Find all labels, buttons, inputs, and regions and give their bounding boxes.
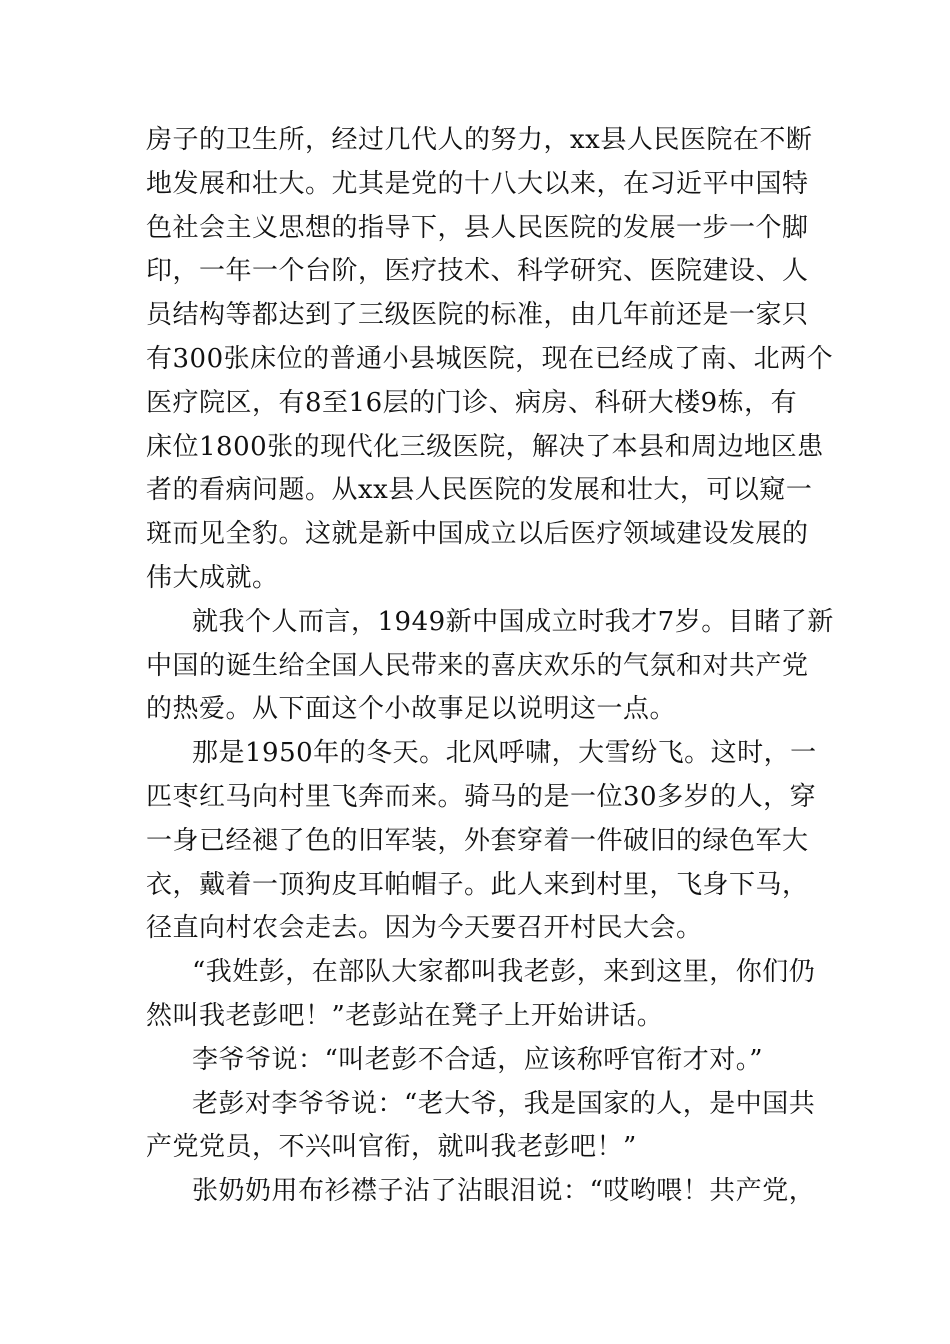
text-line: 地发展和壮大。尤其是党的十八大以来，在习近平中国特 bbox=[146, 168, 809, 199]
body-text bbox=[146, 119, 834, 1214]
text-line: 医疗院区，有8至16层的门诊、病房、科研大楼9栋，有 bbox=[146, 387, 798, 418]
paragraph-first-line: 那是1950年的冬天。北风呼啸，大雪纷飞。这时，一 bbox=[192, 738, 817, 769]
paragraph-first-line: 就我个人而言，1949新中国成立时我才7岁。目睹了新 bbox=[192, 606, 834, 637]
text-line: 径直向村农会走去。因为今天要召开村民大会。 bbox=[146, 913, 703, 944]
text-line: 印，一年一个台阶，医疗技术、科学研究、医院建设、人 bbox=[146, 256, 809, 287]
text-line: 伟大成就。 bbox=[146, 562, 279, 593]
text-line: 床位1800张的现代化三级医院，解决了本县和周边地区患 bbox=[146, 431, 824, 462]
text-line: 然叫我老彭吧！”老彭站在凳子上开始讲话。 bbox=[146, 1000, 664, 1031]
paragraph-first-line: “我姓彭，在部队大家都叫我老彭，来到这里，你们仍 bbox=[192, 957, 816, 988]
text-line: 一身已经褪了色的旧军装，外套穿着一件破旧的绿色军大 bbox=[146, 825, 809, 856]
text-line: 员结构等都达到了三级医院的标准，由几年前还是一家只 bbox=[146, 300, 809, 331]
text-line: 匹枣红马向村里飞奔而来。骑马的是一位30多岁的人，穿 bbox=[146, 781, 817, 812]
text-line: 中国的诞生给全国人民带来的喜庆欢乐的气氛和对共产党 bbox=[146, 650, 809, 681]
text-line: 有300张床位的普通小县城医院，现在已经成了南、北两个 bbox=[146, 343, 834, 374]
text-line: 斑而见全豹。这就是新中国成立以后医疗领域建设发展的 bbox=[146, 519, 809, 550]
paragraph-first-line: 李爷爷说：“叫老彭不合适，应该称呼官衔才对。” bbox=[192, 1044, 764, 1075]
text-line: 的热爱。从下面这个小故事足以说明这一点。 bbox=[146, 694, 677, 725]
text-line: 房子的卫生所，经过几代人的努力，xx县人民医院在不断 bbox=[146, 125, 813, 155]
text-line: 色社会主义思想的指导下，县人民医院的发展一步一个脚 bbox=[146, 212, 809, 243]
text-line: 者的看病问题。从xx县人民医院的发展和壮大，可以窥一 bbox=[146, 475, 813, 506]
text-line: 产党党员，不兴叫官衔，就叫我老彭吧！” bbox=[146, 1132, 637, 1163]
text-line: 衣，戴着一顶狗皮耳帕帽子。此人来到村里，飞身下马， bbox=[146, 869, 809, 900]
paragraph-first-line: 张奶奶用布衫襟子沾了沾眼泪说：“哎哟喂！共产党， bbox=[192, 1176, 816, 1207]
paragraph-first-line: 老彭对李爷爷说：“老大爷，我是国家的人，是中国共 bbox=[192, 1088, 816, 1119]
